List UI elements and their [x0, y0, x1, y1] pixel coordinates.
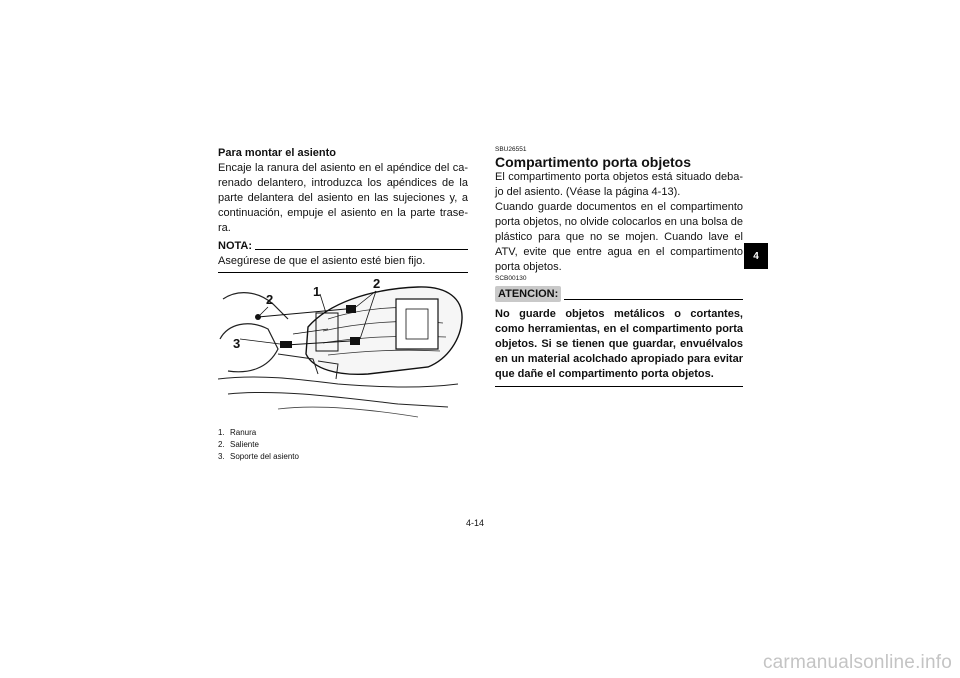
- figure-callout: 3: [233, 336, 241, 351]
- chapter-tab: 4: [744, 243, 768, 269]
- right-column: [495, 146, 743, 387]
- paragraph-location: El compartimento porta objetos está situado deba-jo del asiento. (Véase la página 4-13).: [495, 171, 743, 198]
- legend-item: 3. Soporte del asiento: [218, 452, 299, 461]
- paragraph-storage: Cuando guarde documentos en el compartimento porta objetos, no olvide colocarlos en una bolsa de plástico para que no se mojen. Cuando lave el ATV, evite que entre agua en el compartimento porta objetos.: [495, 201, 743, 273]
- page-number: 4-14: [466, 518, 485, 528]
- section-title: Compartimento porta objetos: [495, 154, 692, 170]
- figure-callout: 2: [266, 292, 274, 307]
- watermark: carmanualsonline.info: [762, 652, 952, 673]
- warning-text: No guarde objetos metálicos o cortantes, como herramientas, en el compartimento porta objetos. Si se tienen que guardar, envuélvalos en un material acolchado apropiado para evitar que dañe el compartimento porta objetos.: [495, 307, 743, 387]
- nota-rule: [255, 249, 468, 250]
- nota-header: [218, 240, 468, 253]
- warning-header: [495, 286, 743, 302]
- legend-item: 2. Saliente: [218, 440, 259, 449]
- reference-code: SBU26551: [495, 146, 527, 153]
- warning-rule: [564, 299, 743, 300]
- seat-drawing: [218, 279, 468, 419]
- nota-text: Asegúrese de que el asiento esté bien fijo.: [218, 254, 468, 273]
- figure-callout: 2: [373, 276, 381, 291]
- warning-code: SCB00130: [495, 275, 527, 282]
- warning-label: ATENCION:: [495, 286, 561, 302]
- figure-callout: 1: [313, 284, 321, 299]
- section-heading: Para montar el asiento: [218, 147, 336, 159]
- instruction-paragraph: Encaje la ranura del asiento en el apéndice del ca-renado delantero, introduzca los apéndices de la parte delantera del asiento en las sujeciones y, a continuación, empuje el asiento en la parte trase-ra.: [218, 162, 468, 234]
- nota-label: NOTA:: [218, 240, 253, 252]
- left-column: [218, 146, 468, 463]
- legend-item: 1. Ranura: [218, 428, 257, 437]
- figure-legend: [218, 427, 468, 463]
- seat-illustration: [218, 276, 468, 419]
